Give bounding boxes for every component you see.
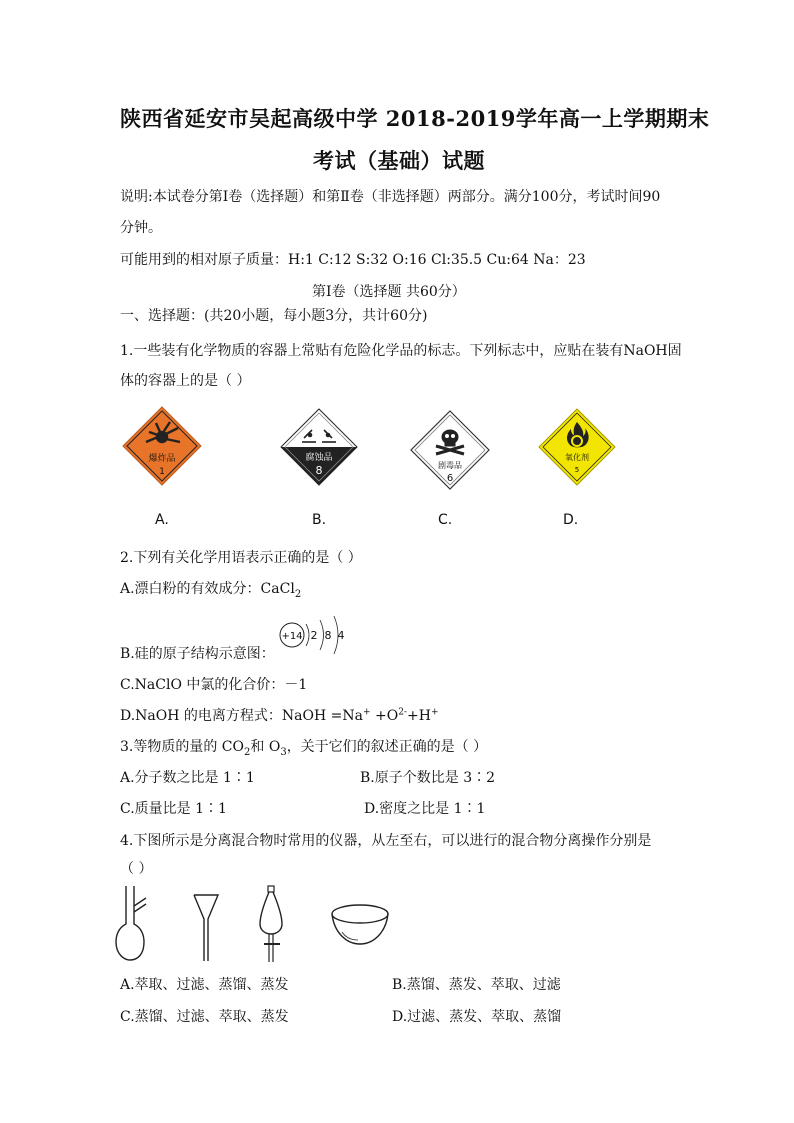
oxidizer-hazard-sign-icon <box>538 408 616 486</box>
sign-c-number: 6 <box>446 473 454 484</box>
part-one-heading: 一、选择题：(共20小题，每小题3分，共计60分) <box>120 308 428 324</box>
atomic-masses: 可能用到的相对原子质量：H:1 C:12 S:32 O:16 Cl:35.5 Cu:64 Na：23 <box>120 252 586 268</box>
shell-2-electrons: 8 <box>324 629 332 642</box>
sign-a-text: 爆炸品 <box>148 454 176 464</box>
q4-option-d: D.过滤、蒸发、萃取、蒸馏 <box>392 1009 562 1025</box>
q2-option-b: B.硅的原子结构示意图： <box>120 646 275 662</box>
separatory-funnel-icon <box>256 884 286 964</box>
q1-stem-line1: 1.一些装有化学物质的容器上常贴有危险化学品的标志。下列标志中，应贴在装有NaOH固 <box>120 343 682 359</box>
sign-b-text: 腐蚀品 <box>305 453 333 463</box>
q4-stem-line1: 4.下图所示是分离混合物时常用的仪器，从左至右，可以进行的混合物分离操作分别是 <box>120 833 652 849</box>
page-title-line1: 陕西省延安市吴起高级中学 2018-2019学年高一上学期期末 <box>120 106 710 131</box>
silicon-atomic-structure-diagram <box>276 612 348 658</box>
q4-stem-line2: （ ） <box>120 861 153 877</box>
q1-stem-line2: 体的容器上的是（ ） <box>120 373 251 389</box>
sign-d-number: 5 <box>574 466 580 474</box>
toxic-hazard-sign-icon <box>410 410 490 490</box>
q3-stem: 3.等物质的量的 $CO_2$和 $O_3$，关于它们的叙述正确的是（ ） <box>120 739 488 758</box>
nucleus-charge: +14 <box>281 631 303 642</box>
sign-b-number: 8 <box>315 464 323 477</box>
q1-option-a-label: A. <box>155 512 169 528</box>
q4-option-c: C.蒸馏、过滤、萃取、蒸发 <box>120 1009 289 1025</box>
q1-option-b-label: B. <box>312 512 327 528</box>
sign-c-text: 剧毒品 <box>438 461 462 470</box>
q2-option-a: A.漂白粉的有效成分：CaCl$_2$ <box>120 581 302 600</box>
sign-a-number: 1 <box>159 467 165 477</box>
q2-option-d: D.NaOH 的电离方程式：NaOH $=Na^+ +O^{2-}+H^+$ <box>120 707 439 724</box>
q3-option-b: B.原子个数比是 3∶2 <box>360 770 496 786</box>
shell-3-electrons: 4 <box>337 629 345 642</box>
corrosive-hazard-sign-icon <box>280 408 358 486</box>
distillation-flask-icon <box>114 884 148 962</box>
q2-option-c: C.NaClO 中氯的化合价：－1 <box>120 677 308 693</box>
exam-note-line1: 说明:本试卷分第Ⅰ卷（选择题）和第Ⅱ卷（非选择题）两部分。满分100分，考试时间90 <box>120 189 661 205</box>
q1-option-c-label: C. <box>438 512 453 528</box>
q4-option-a: A.萃取、过滤、蒸馏、蒸发 <box>120 977 289 993</box>
page-title-line2: 考试（基础）试题 <box>313 148 485 173</box>
q3-option-a: A.分子数之比是 1∶1 <box>120 770 255 786</box>
q2-stem: 2.下列有关化学用语表示正确的是（ ） <box>120 550 362 566</box>
q4-option-b: B.蒸馏、蒸发、萃取、过滤 <box>392 977 561 993</box>
funnel-icon <box>192 893 220 963</box>
sign-d-text: 氧化剂 <box>565 453 589 462</box>
shell-1-electrons: 2 <box>310 629 318 642</box>
section-header: 第Ⅰ卷（选择题 共60分） <box>312 284 466 300</box>
q3-option-c: C.质量比是 1∶1 <box>120 801 227 817</box>
q3-option-d: D.密度之比是 1∶1 <box>364 801 486 817</box>
q1-option-d-label: D. <box>563 512 579 528</box>
explosive-hazard-sign-icon <box>122 406 202 486</box>
exam-note-line2: 分钟。 <box>120 220 162 236</box>
evaporating-dish-icon <box>330 902 390 948</box>
